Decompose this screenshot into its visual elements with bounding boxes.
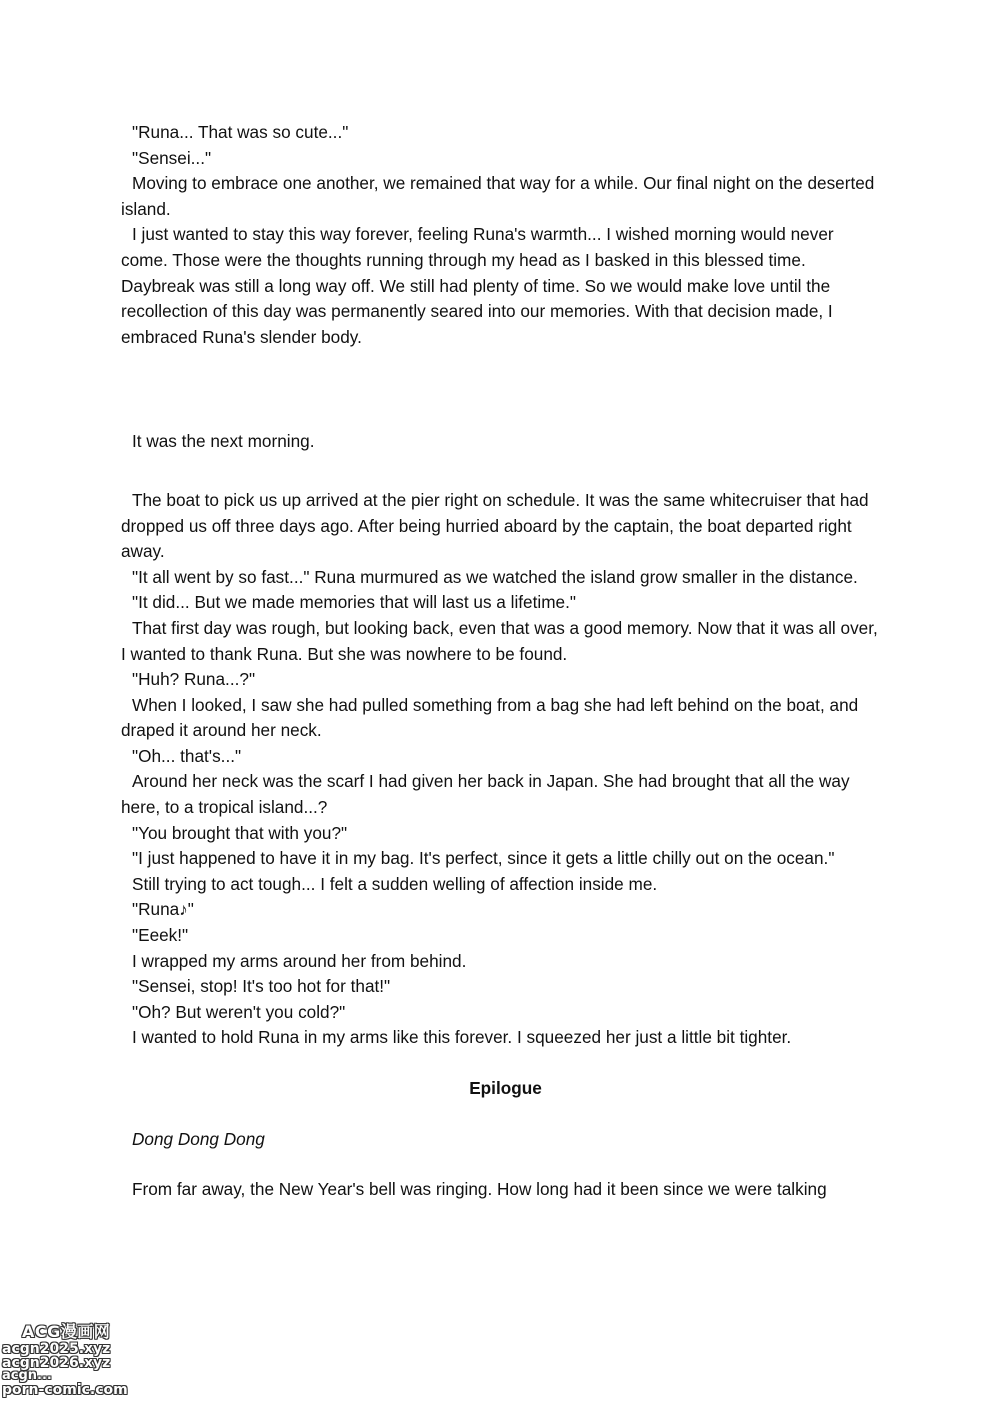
paragraph: It was the next morning. [132, 431, 315, 452]
paragraph: When I looked, I saw she had pulled something from a bag she had left behind on the boat, and draped it around her neck. [121, 694, 859, 741]
watermark-line: acgn... [2, 1368, 52, 1383]
scene-break [121, 455, 881, 488]
spacer [121, 1051, 881, 1076]
paragraph: I just wanted to stay this way forever, feeling Runa's warmth... I wished morning would never come. Those were the thoughts running through my head as I basked in this blessed time. Daybreak was still a long way off. We still had plenty of time. So we would make love until the recollection of this day was permanently seared into our memories. With that decision made, I embraced Runa's slender body. [121, 224, 834, 347]
paragraph: Around her neck was the scarf I had given her back in Japan. She had brought that all the way here, to a tropical island...? [121, 771, 850, 818]
paragraph: The boat to pick us up arrived at the pier right on schedule. It was the same whitecruiser that had dropped us off three days ago. After being hurried aboard by the captain, the boat departed right away. [121, 489, 869, 562]
paragraph: "I just happened to have it in my bag. It's perfect, since it gets a little chilly out on the ocean." [132, 848, 835, 869]
paragraph: "Sensei, stop! It's too hot for that!" [132, 976, 391, 997]
paragraph: I wrapped my arms around her from behind. [132, 950, 467, 971]
epilogue-heading: Epilogue [469, 1078, 542, 1098]
paragraph: "Oh... that's..." [132, 745, 242, 766]
watermark-line: acgn2026.xyz [2, 1355, 111, 1371]
paragraph: I wanted to hold Runa in my arms like this forever. I squeezed her just a little bit tighter. [132, 1027, 792, 1048]
paragraph: "Sensei..." [132, 147, 212, 168]
paragraph: "Huh? Runa...?" [132, 669, 256, 690]
spacer [121, 1102, 881, 1127]
paragraph: "Oh? But weren't you cold?" [132, 1001, 346, 1022]
watermark [2, 1322, 132, 1398]
spacer [121, 1152, 881, 1177]
paragraph: Moving to embrace one another, we remained that way for a while. Our final night on the deserted island. [121, 173, 875, 219]
paragraph: "Runa♪" [132, 899, 194, 920]
watermark-line: ACG漫画网 [22, 1322, 111, 1341]
paragraph: That first day was rough, but looking back, even that was a good memory. Now that it was all over, I wanted to thank Runa. But she was nowhere to be found. [121, 617, 878, 664]
paragraph: From far away, the New Year's bell was ringing. How long had it been since we were talking [132, 1179, 827, 1200]
watermark-line: porn-comic.com [2, 1382, 128, 1398]
paragraph: Still trying to act tough... I felt a sudden welling of affection inside me. [132, 873, 658, 894]
paragraph: "Eeek!" [132, 925, 189, 946]
scene-break [121, 350, 881, 429]
paragraph: "You brought that with you?" [132, 822, 348, 843]
paragraph: "It did... But we made memories that will last us a lifetime." [132, 592, 576, 613]
watermark-line: acgn2025.xyz [2, 1341, 111, 1357]
paragraph: "Runa... That was so cute..." [132, 122, 349, 142]
sound-effect: Dong Dong Dong [132, 1128, 265, 1149]
paragraph: "It all went by so fast..." Runa murmured as we watched the island grow smaller in the distance. [132, 566, 858, 587]
document-body [121, 120, 881, 1203]
